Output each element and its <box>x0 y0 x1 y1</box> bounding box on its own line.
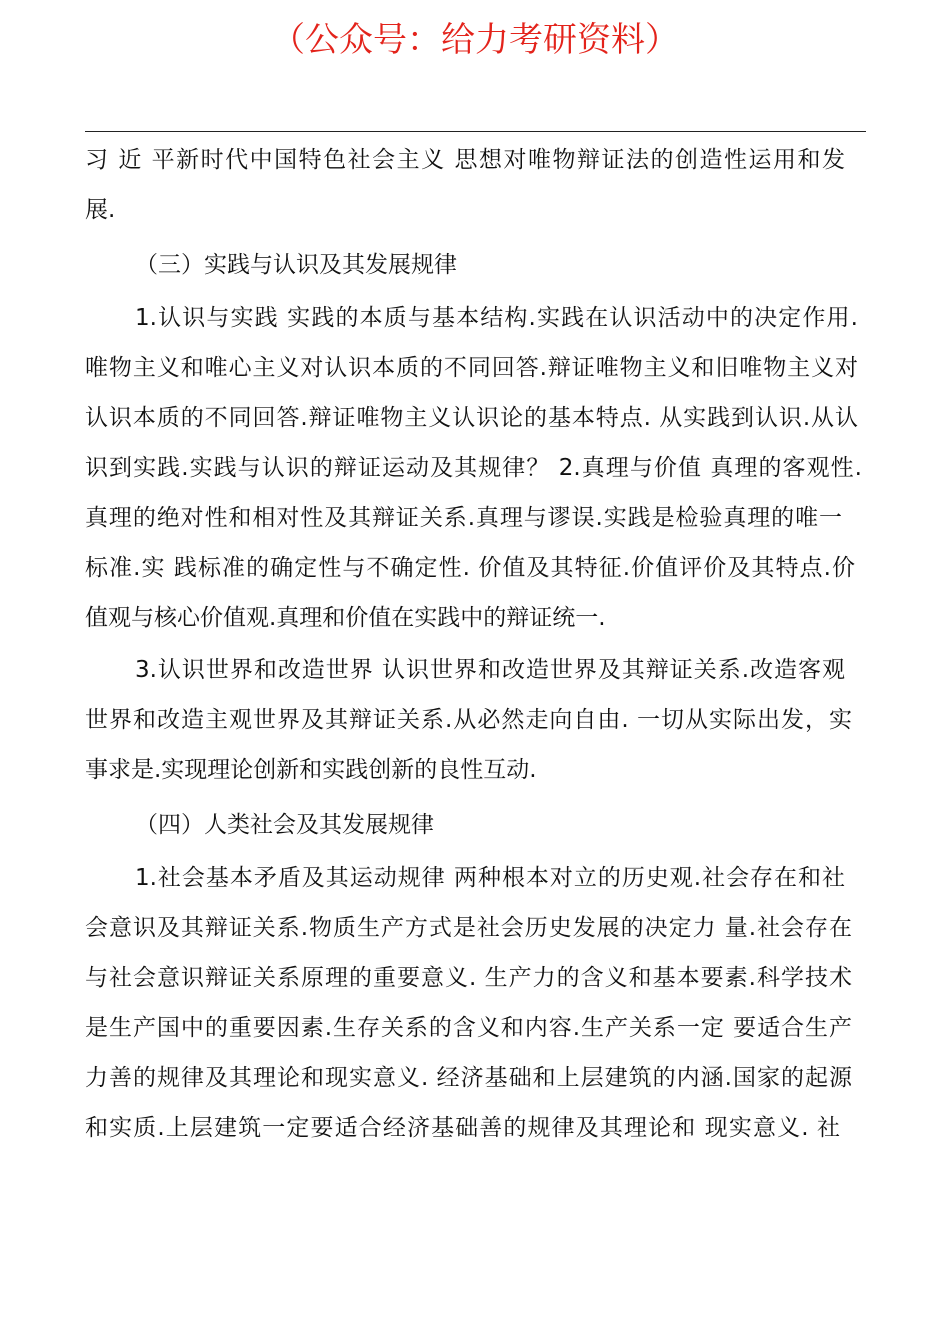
body-line: 习 近 平新时代中国特色社会主义 思想对唯物辩证法的创造性运用和发 <box>85 147 845 173</box>
body-line: 与社会意识辩证关系原理的重要意义. 生产力的含义和基本要素.科学技术 <box>85 965 852 991</box>
body-line: 力善的规律及其理论和现实意义. 经济基础和上层建筑的内涵.国家的起源 <box>85 1065 852 1091</box>
body-line: 标准.实 践标准的确定性与不确定性. 价值及其特征.价值评价及其特点.价 <box>85 555 855 581</box>
body-line: 值观与核心价值观.真理和价值在实践中的辩证统一. <box>85 605 606 631</box>
body-line: 是生产国中的重要因素.生存关系的含义和内容.生产关系一定 要适合生产 <box>85 1015 852 1041</box>
body-line: 认识本质的不同回答.辩证唯物主义认识论的基本特点. 从实践到认识.从认 <box>85 405 858 431</box>
header-title: （公众号：给力考研资料） <box>271 20 679 60</box>
body-line: 会意识及其辩证关系.物质生产方式是社会历史发展的决定力 量.社会存在 <box>85 915 852 941</box>
body-line: 世界和改造主观世界及其辩证关系.从必然走向自由. 一切从实际出发，实 <box>85 707 852 733</box>
header-rule <box>85 131 866 132</box>
body-line: 识到实践.实践与认识的辩证运动及其规律？ 2.真理与价值 真理的客观性. <box>85 455 862 481</box>
body-line: 唯物主义和唯心主义对认识本质的不同回答.辩证唯物主义和旧唯物主义对 <box>85 355 858 381</box>
section-heading: （三）实践与认识及其发展规律 <box>135 252 457 278</box>
body-line: 事求是.实现理论创新和实践创新的良性互动. <box>85 757 537 783</box>
body-line: 1.认识与实践 实践的本质与基本结构.实践在认识活动中的决定作用. <box>135 305 858 331</box>
body-line: 1.社会基本矛盾及其运动规律 两种根本对立的历史观.社会存在和社 <box>135 865 845 891</box>
section-heading: （四）人类社会及其发展规律 <box>135 812 434 838</box>
body-line: 真理的绝对性和相对性及其辩证关系.真理与谬误.实践是检验真理的唯一 <box>85 505 842 531</box>
body-line: 3.认识世界和改造世界 认识世界和改造世界及其辩证关系.改造客观 <box>135 657 845 683</box>
body-line: 和实质.上层建筑一定要适合经济基础善的规律及其理论和 现实意义. 社 <box>85 1115 840 1141</box>
body-line: 展. <box>85 197 116 223</box>
